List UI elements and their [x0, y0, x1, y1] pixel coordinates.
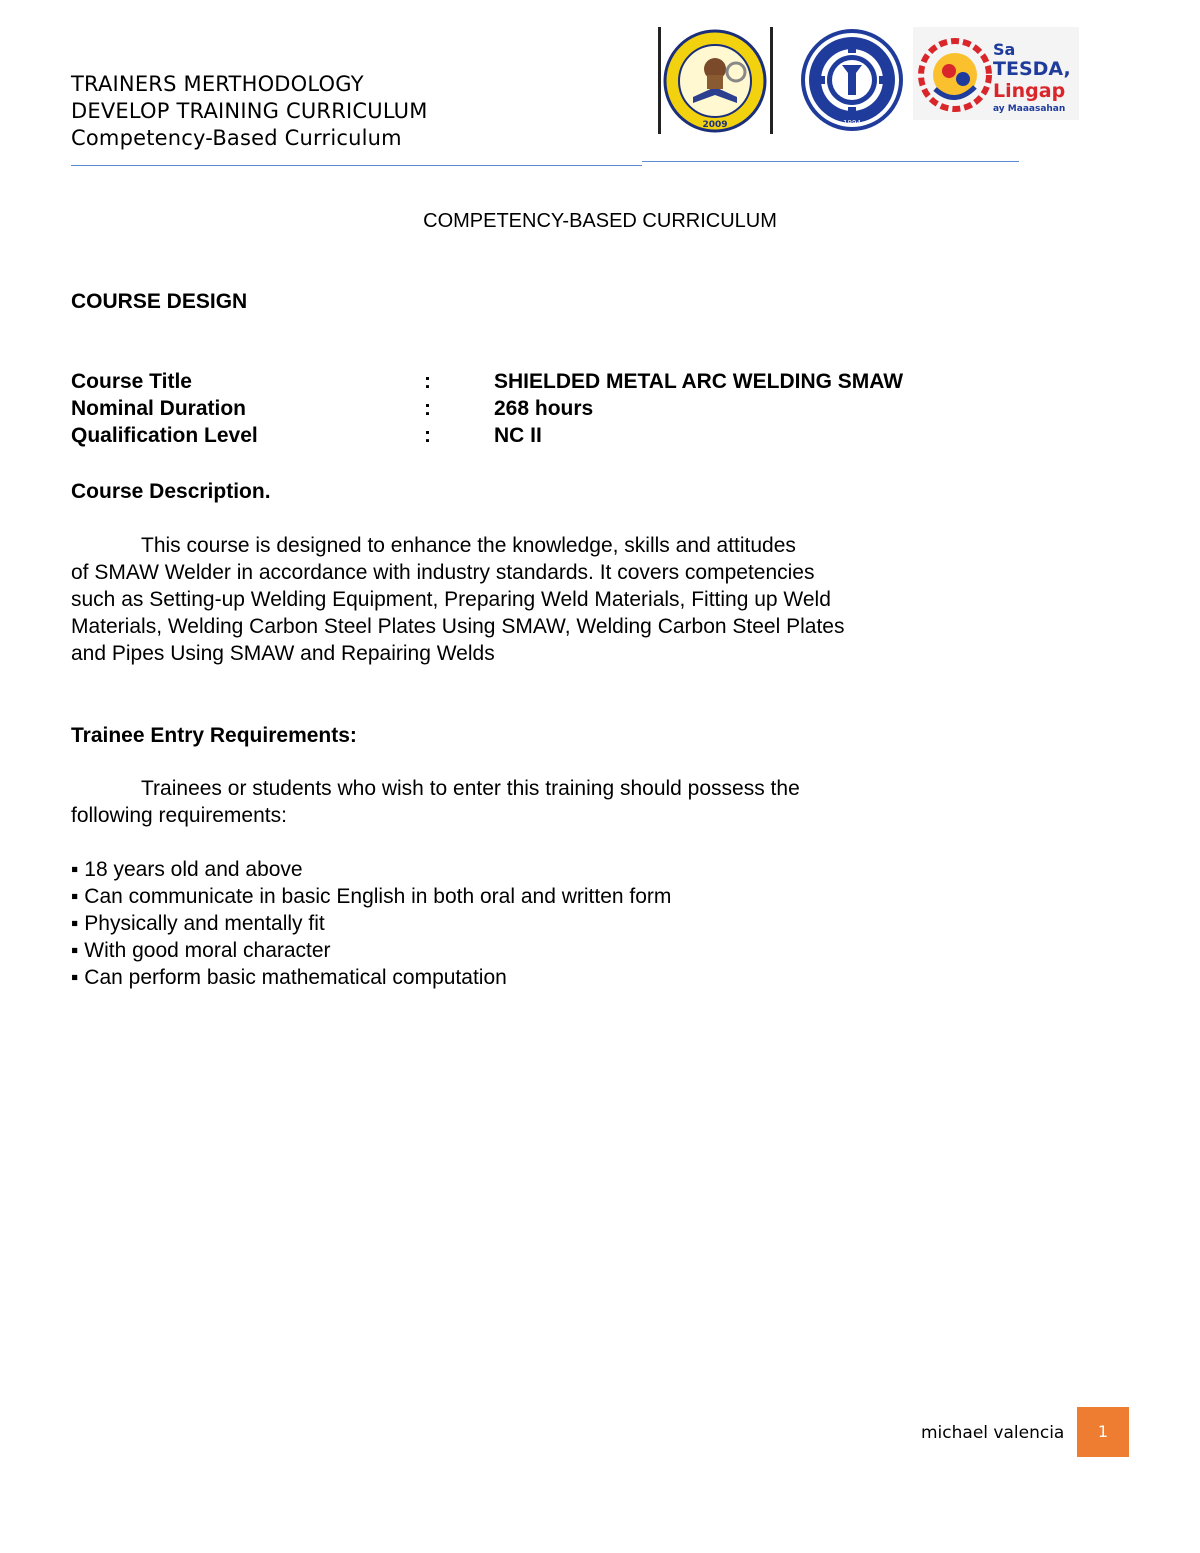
footer-author: michael valencia — [921, 1423, 1065, 1443]
svg-text:TESDA,: TESDA, — [993, 58, 1071, 80]
field-label-course-title: Course Title — [71, 370, 192, 393]
header-rule-left — [71, 165, 642, 166]
svg-text:Lingap: Lingap — [993, 80, 1066, 102]
requirement-item: ▪ Can perform basic mathematical computation — [71, 966, 507, 989]
field-value-nominal-duration: 268 hours — [494, 397, 594, 420]
svg-text:1994: 1994 — [843, 119, 861, 127]
main-title: COMPETENCY-BASED CURRICULUM — [423, 210, 777, 232]
tesda-seal — [798, 27, 906, 134]
description-line: such as Setting-up Welding Equipment, Preparing Weld Materials, Fitting up Weld — [71, 588, 831, 611]
field-value-course-title: SHIELDED METAL ARC WELDING SMAW — [494, 370, 904, 393]
svg-text:2009: 2009 — [702, 120, 728, 130]
field-colon: : — [424, 424, 431, 447]
page-number: 1 — [1077, 1407, 1129, 1457]
header-line-3: Competency-Based Curriculum — [71, 126, 402, 150]
field-colon: : — [424, 370, 431, 393]
saint-james-academy-seal — [658, 27, 773, 134]
description-line: Materials, Welding Carbon Steel Plates Using SMAW, Welding Carbon Steel Plates — [71, 615, 845, 638]
header-line-2: DEVELOP TRAINING CURRICULUM — [71, 99, 428, 123]
entry-intro-line: Trainees or students who wish to enter this training should possess the — [141, 777, 800, 800]
entry-heading: Trainee Entry Requirements: — [71, 724, 357, 747]
description-line: of SMAW Welder in accordance with industry standards. It covers competencies — [71, 561, 815, 584]
field-value-qualification-level: NC II — [494, 424, 542, 447]
requirement-item: ▪ Physically and mentally fit — [71, 912, 325, 935]
header-line-1: TRAINERS MERTHODOLOGY — [71, 72, 364, 96]
field-colon: : — [424, 397, 431, 420]
requirement-item: ▪ With good moral character — [71, 939, 331, 962]
sa-tesda-lingap-logo — [913, 27, 1079, 120]
field-label-nominal-duration: Nominal Duration — [71, 397, 247, 420]
svg-text:ay Maaasahan: ay Maaasahan — [993, 104, 1066, 114]
requirement-item: ▪ Can communicate in basic English in both oral and written form — [71, 885, 672, 908]
description-heading: Course Description. — [71, 480, 271, 503]
description-line: and Pipes Using SMAW and Repairing Welds — [71, 642, 495, 665]
requirement-item: ▪ 18 years old and above — [71, 858, 303, 881]
entry-intro-line: following requirements: — [71, 804, 287, 827]
section-title: COURSE DESIGN — [71, 290, 248, 313]
description-line: This course is designed to enhance the knowledge, skills and attitudes — [141, 534, 796, 557]
field-label-qualification-level: Qualification Level — [71, 424, 258, 447]
svg-text:Sa: Sa — [993, 40, 1016, 59]
header-rule-right — [642, 161, 1019, 162]
